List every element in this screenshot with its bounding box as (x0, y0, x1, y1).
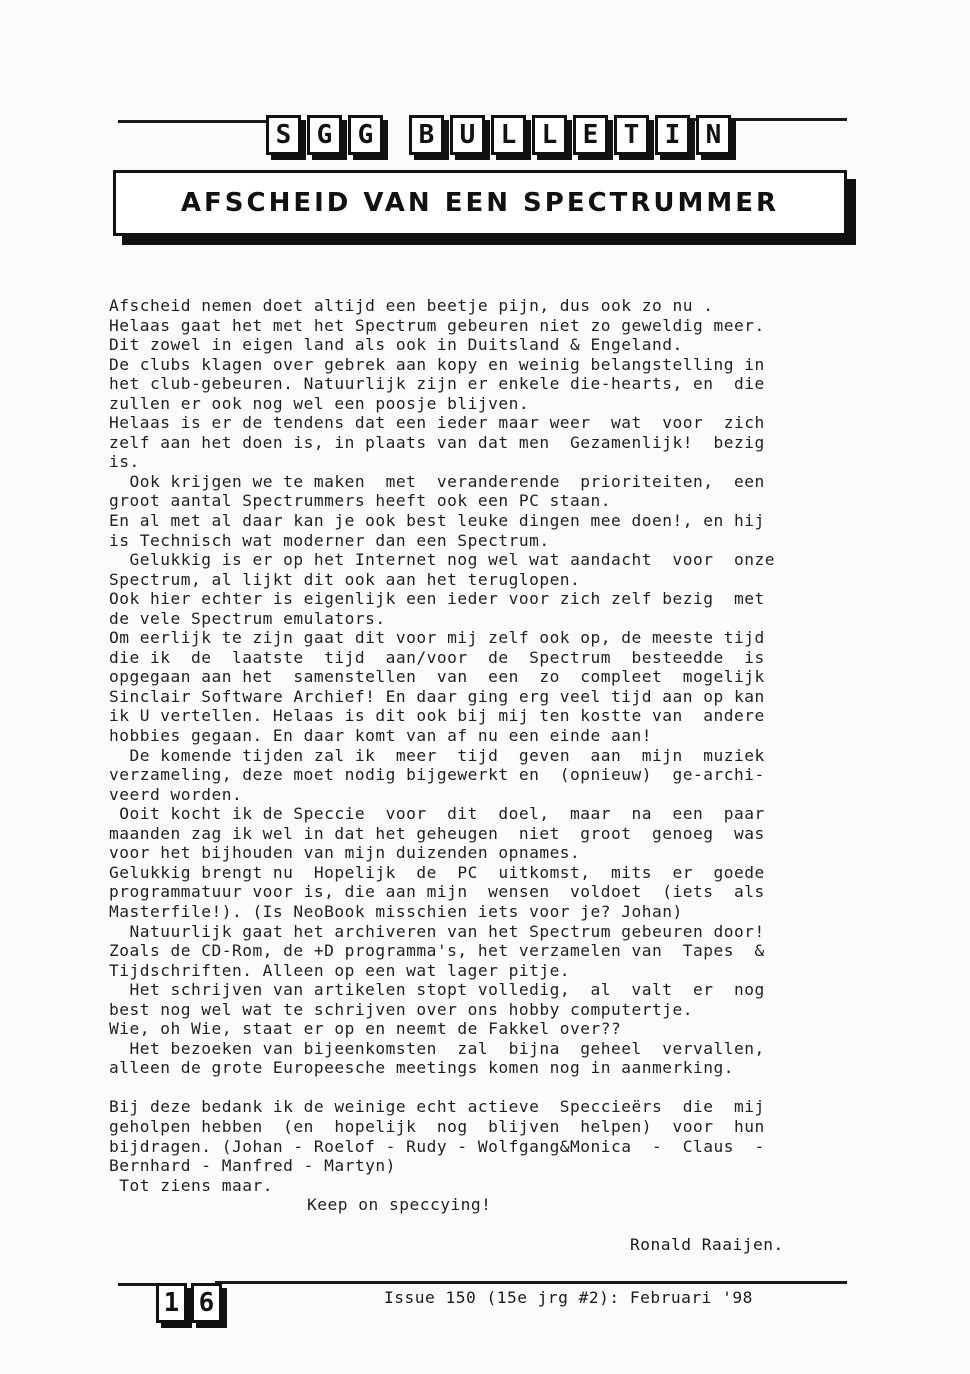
logo-letter: G (307, 115, 342, 155)
article-line: veerd worden. (109, 784, 243, 804)
footer-rule-right (215, 1281, 847, 1284)
article-title-box (113, 170, 847, 236)
logo-letter: B (409, 115, 444, 155)
article-line: opgegaan aan het samenstellen van een zo compleet mogelijk (109, 667, 765, 687)
article-line: De clubs klagen over gebrek aan kopy en weinig belangstelling in (109, 354, 765, 374)
signoff-line: Keep on speccying! (307, 1195, 492, 1215)
logo-spacer (389, 115, 409, 155)
article-line: best nog wel wat te schrijven over ons hobby computertje. (109, 999, 694, 1019)
logo-letter: G (348, 115, 383, 155)
article-line: voor het bijhouden van mijn duizenden opnames. (109, 843, 581, 863)
article-line: Wie, oh Wie, staat er op en neemt de Fakkel over?? (109, 1019, 622, 1039)
article-line: De komende tijden zal ik meer tijd geven aan mijn muziek (109, 745, 765, 765)
logo-letter: T (614, 115, 649, 155)
article-line: hobbies gegaan. En daar komt van af nu een einde aan! (109, 726, 653, 746)
article-line: alleen de grote Europeesche meetings komen nog in aanmerking. (109, 1058, 734, 1078)
article-line: Gelukkig brengt nu Hopelijk de PC uitkomst, mits er goede (109, 862, 765, 882)
article-line: Ooit kocht ik de Speccie voor dit doel, maar na een paar (109, 804, 765, 824)
article-line: Masterfile!). (Is NeoBook misschien iets voor je? Johan) (109, 901, 683, 921)
logo-letter: S (266, 115, 301, 155)
article-line: Tijdschriften. Alleen op een wat lager pitje. (109, 960, 571, 980)
bulletin-logo (266, 115, 737, 155)
article-line: En al met al daar kan je ook best leuke dingen mee doen!, en hij (109, 511, 765, 531)
article-line: Afscheid nemen doet altijd een beetje pijn, dus ook zo nu . (109, 296, 714, 315)
article-line: is. (109, 452, 140, 472)
header-rule-left (118, 120, 268, 123)
logo-letter: E (573, 115, 608, 155)
article-line: Natuurlijk gaat het archiveren van het Spectrum gebeuren door! (109, 921, 765, 941)
article-line: ik U vertellen. Helaas is dit ook bij mij ten kostte van andere (109, 706, 765, 726)
article-line: Om eerlijk te zijn gaat dit voor mij zelf ook op, de meeste tijd (109, 628, 765, 648)
page-digit: 6 (191, 1283, 222, 1323)
article-line: Ook krijgen we te maken met veranderende prioriteiten, een (109, 471, 765, 491)
article-line: Spectrum, al lijkt dit ook aan het teruglopen. (109, 569, 581, 589)
logo-letter: I (655, 115, 690, 155)
article-line: Sinclair Software Archief! En daar ging erg veel tijd aan op kan (109, 686, 765, 706)
article-line: groot aantal Spectrummers heeft ook een PC staan. (109, 491, 612, 511)
article-line: Het bezoeken van bijeenkomsten zal bijna geheel vervallen, (109, 1038, 765, 1058)
article-line: zelf aan het doen is, in plaats van dat men Gezamenlijk! bezig (109, 432, 765, 452)
article-line: is Technisch wat moderner dan een Spectrum. (109, 530, 550, 550)
article-line: verzameling, deze moet nodig bijgewerkt en (opnieuw) ge-archi- (109, 765, 765, 785)
article-line: het club-gebeuren. Natuurlijk zijn er enkele die-hearts, en die (109, 374, 765, 394)
article-line: bijdragen. (Johan - Roelof - Rudy - Wolfgang&Monica - Claus - (109, 1136, 765, 1156)
blank-line (109, 1078, 859, 1098)
article-line: Dit zowel in eigen land als ook in Duitsland & Engeland. (109, 335, 683, 355)
article-body (109, 296, 859, 1215)
article-line: zullen er ook nog wel een poosje blijven. (109, 393, 530, 413)
author-signature: Ronald Raaijen. (630, 1235, 784, 1254)
article-line: Gelukkig is er op het Internet nog wel wat aandacht voor onze (109, 550, 775, 570)
article-line: Helaas gaat het met het Spectrum gebeuren niet zo geweldig meer. (109, 315, 765, 335)
issue-info: Issue 150 (15e jrg #2): Februari '98 (384, 1288, 753, 1307)
article-line: Zoals de CD-Rom, de +D programma's, het verzamelen van Tapes & (109, 941, 765, 961)
article-title: AFSCHEID VAN EEN SPECTRUMMER (180, 188, 780, 218)
logo-letter: U (450, 115, 485, 155)
logo-letter: N (696, 115, 731, 155)
article-line: geholpen hebben (en hopelijk nog blijven helpen) voor hun (109, 1116, 765, 1136)
footer-rule-left (118, 1283, 158, 1286)
article-line: Helaas is er de tendens dat een ieder maar weer wat voor zich (109, 413, 765, 433)
article-line: programmatuur voor is, die aan mijn wensen voldoet (iets als (109, 882, 765, 902)
article-line: maanden zag ik wel in dat het geheugen niet groot genoeg was (109, 823, 765, 843)
article-line: die ik de laatste tijd aan/voor de Spectrum besteedde is (109, 647, 765, 667)
logo-letter: L (532, 115, 567, 155)
page-digit: 1 (156, 1283, 187, 1323)
logo-letter: L (491, 115, 526, 155)
article-line: Het schrijven van artikelen stopt volledig, al valt er nog (109, 980, 765, 1000)
article-line: Bernhard - Manfred - Martyn) (109, 1156, 396, 1176)
article-line: de vele Spectrum emulators. (109, 608, 386, 628)
article-line: Tot ziens maar. (109, 1175, 273, 1195)
article-line: Ook hier echter is eigenlijk een ieder voor zich zelf bezig met (109, 589, 765, 609)
article-line: Bij deze bedank ik de weinige echt actieve Speccieërs die mij (109, 1097, 765, 1117)
page-number (156, 1283, 226, 1323)
